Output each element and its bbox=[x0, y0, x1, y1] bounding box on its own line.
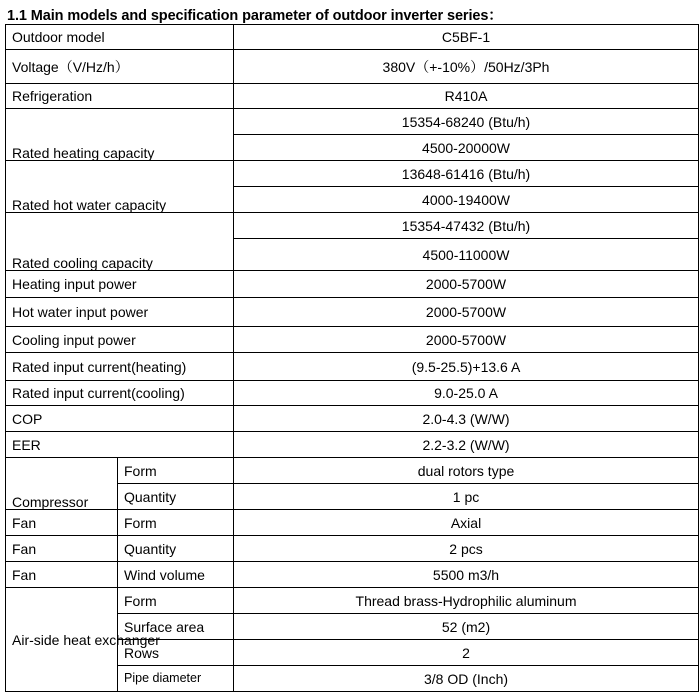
sub-label: Wind volume bbox=[118, 562, 234, 588]
row-label: Rated input current(heating) bbox=[6, 353, 234, 381]
table-row bbox=[6, 25, 699, 50]
group-label-heat-exchanger: Air-side heat exchanger bbox=[6, 588, 118, 692]
row-value: (9.5-25.5)+13.6 A bbox=[234, 353, 699, 381]
table-row bbox=[6, 406, 699, 432]
sub-label: Form bbox=[118, 458, 234, 484]
table-row bbox=[6, 84, 699, 109]
row-value: 2 bbox=[234, 640, 699, 666]
row-label: Voltage（V/Hz/h） bbox=[6, 50, 234, 84]
row-value: C5BF-1 bbox=[234, 25, 699, 50]
row-value: 3/8 OD (Inch) bbox=[234, 666, 699, 692]
table-row bbox=[6, 432, 699, 458]
section-heading: 1.1 Main models and specification parameter of outdoor inverter series： bbox=[7, 8, 503, 24]
row-label: Hot water input power bbox=[6, 298, 234, 327]
row-value: Axial bbox=[234, 510, 699, 536]
table-row bbox=[6, 327, 699, 353]
row-label: Heating input power bbox=[6, 271, 234, 298]
row-value: 2.0-4.3 (W/W) bbox=[234, 406, 699, 432]
sub-label: Quantity bbox=[118, 484, 234, 510]
row-value: R410A bbox=[234, 84, 699, 109]
row-value-w: 4500-11000W bbox=[234, 239, 699, 271]
table-row bbox=[6, 458, 699, 484]
row-label: Rated input current(cooling) bbox=[6, 381, 234, 406]
row-label: Rated hot water capacity bbox=[6, 161, 234, 213]
row-label: COP bbox=[6, 406, 234, 432]
row-label: Fan bbox=[6, 562, 118, 588]
row-label: Fan bbox=[6, 536, 118, 562]
table-row bbox=[6, 298, 699, 327]
sub-label: Surface area bbox=[118, 614, 234, 640]
table-row bbox=[6, 271, 699, 298]
row-value: 2.2-3.2 (W/W) bbox=[234, 432, 699, 458]
table-row bbox=[6, 109, 699, 135]
table-row bbox=[6, 510, 699, 536]
row-value: 52 (m2) bbox=[234, 614, 699, 640]
table-row bbox=[6, 161, 699, 187]
group-label-compressor: Compressor bbox=[6, 458, 118, 510]
sub-label: Rows bbox=[118, 640, 234, 666]
row-value: 2 pcs bbox=[234, 536, 699, 562]
sub-label: Form bbox=[118, 510, 234, 536]
row-value: 5500 m3/h bbox=[234, 562, 699, 588]
row-value-btu: 13648-61416 (Btu/h) bbox=[234, 161, 699, 187]
row-value: 2000-5700W bbox=[234, 271, 699, 298]
table-row bbox=[6, 536, 699, 562]
table-row bbox=[6, 50, 699, 84]
table-row bbox=[6, 213, 699, 239]
row-value-w: 4000-19400W bbox=[234, 187, 699, 213]
row-value: 2000-5700W bbox=[234, 327, 699, 353]
row-label: EER bbox=[6, 432, 234, 458]
row-value-w: 4500-20000W bbox=[234, 135, 699, 161]
row-value: 2000-5700W bbox=[234, 298, 699, 327]
table-row bbox=[6, 381, 699, 406]
row-value: Thread brass-Hydrophilic aluminum bbox=[234, 588, 699, 614]
row-label: Refrigeration bbox=[6, 84, 234, 109]
sub-label: Pipe diameter bbox=[118, 666, 234, 692]
row-value: dual rotors type bbox=[234, 458, 699, 484]
row-value: 1 pc bbox=[234, 484, 699, 510]
row-value: 380V（+-10%）/50Hz/3Ph bbox=[234, 50, 699, 84]
table-row bbox=[6, 353, 699, 381]
row-label: Outdoor model bbox=[6, 25, 234, 50]
row-value-btu: 15354-68240 (Btu/h) bbox=[234, 109, 699, 135]
table-row bbox=[6, 562, 699, 588]
row-label: Rated cooling capacity bbox=[6, 213, 234, 271]
row-label: Fan bbox=[6, 510, 118, 536]
table-row bbox=[6, 588, 699, 614]
row-value-btu: 15354-47432 (Btu/h) bbox=[234, 213, 699, 239]
row-value: 9.0-25.0 A bbox=[234, 381, 699, 406]
row-label: Cooling input power bbox=[6, 327, 234, 353]
spec-table bbox=[5, 24, 699, 692]
row-label: Rated heating capacity bbox=[6, 109, 234, 161]
sub-label: Form bbox=[118, 588, 234, 614]
sub-label: Quantity bbox=[118, 536, 234, 562]
